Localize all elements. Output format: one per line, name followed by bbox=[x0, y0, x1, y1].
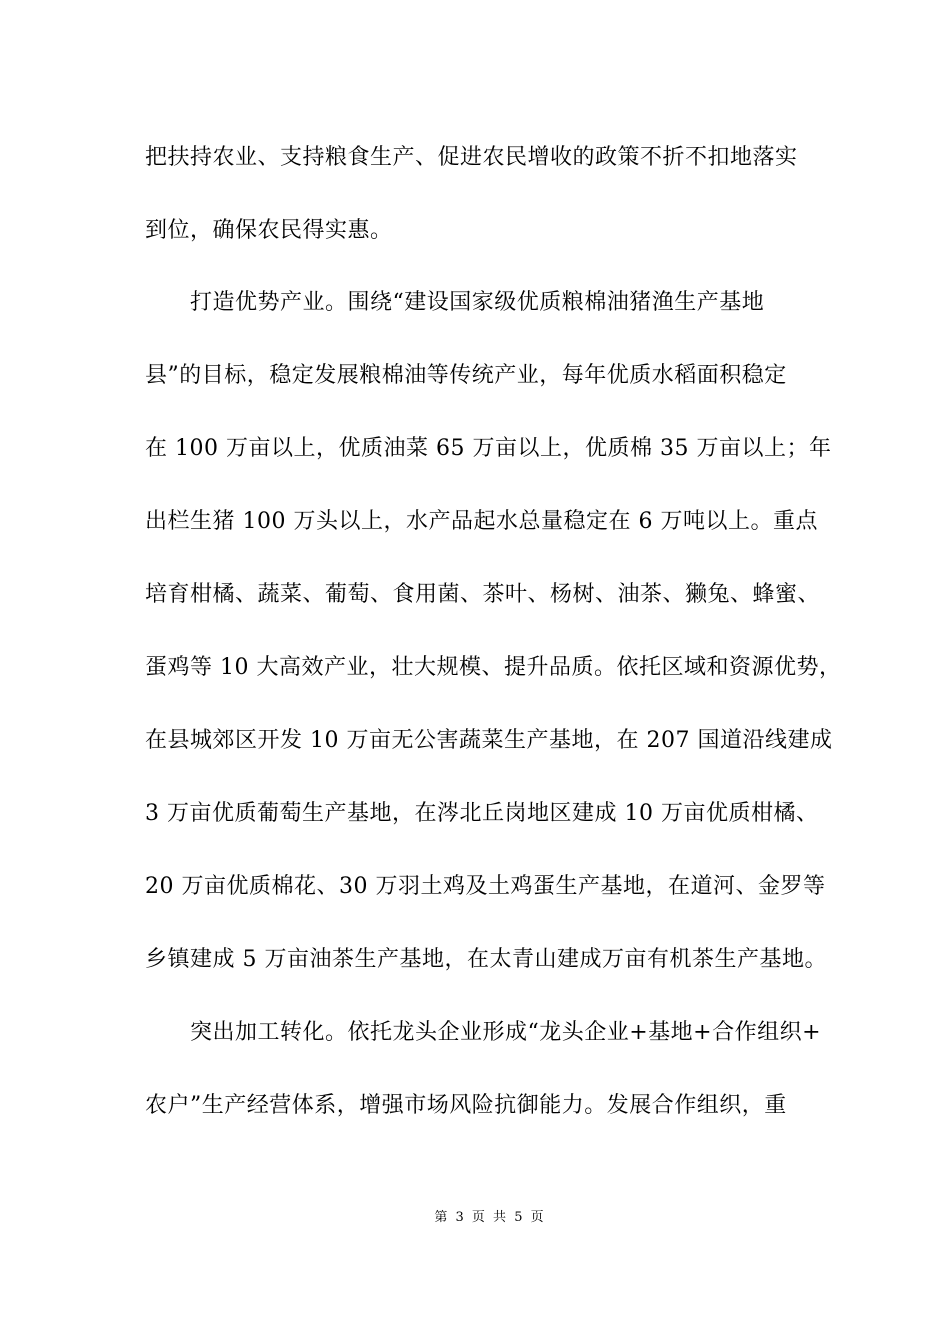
text-line-12: 乡镇建成 5 万亩油茶生产基地，在太青山建成万亩有机茶生产基地。 bbox=[145, 947, 827, 972]
text-line-13: 突出加工转化。依托龙头企业形成“龙头企业+基地+合作组织+ bbox=[190, 1020, 822, 1045]
text-line-1: 把扶持农业、支持粮食生产、促进农民增收的政策不折不扣地落实 bbox=[145, 145, 798, 170]
text-line-3: 打造优势产业。围绕“建设国家级优质粮棉油猪渔生产基地 bbox=[190, 290, 765, 315]
text-line-6: 出栏生猪 100 万头以上，水产品起水总量稳定在 6 万吨以上。重点 bbox=[145, 509, 818, 534]
text-line-11: 20 万亩优质棉花、30 万羽土鸡及土鸡蛋生产基地，在道河、金罗等 bbox=[145, 874, 826, 899]
text-line-4: 县”的目标，稳定发展粮棉油等传统产业，每年优质水稻面积稳定 bbox=[145, 363, 787, 388]
page-number-footer: 第 3 页 共 5 页 bbox=[434, 1210, 546, 1225]
text-line-2: 到位，确保农民得实惠。 bbox=[145, 218, 393, 243]
text-line-9: 在县城郊区开发 10 万亩无公害蔬菜生产基地，在 207 国道沿线建成 bbox=[145, 728, 833, 753]
text-line-7: 培育柑橘、蔬菜、葡萄、食用菌、茶叶、杨树、油茶、獭兔、蜂蜜、 bbox=[145, 582, 821, 607]
text-line-10: 3 万亩优质葡萄生产基地，在涔北丘岗地区建成 10 万亩优质柑橘、 bbox=[145, 801, 819, 826]
text-line-8: 蛋鸡等 10 大高效产业，壮大规模、提升品质。依托区域和资源优势， bbox=[145, 655, 842, 680]
text-line-5: 在 100 万亩以上，优质油菜 65 万亩以上，优质棉 35 万亩以上；年 bbox=[145, 436, 832, 461]
text-line-14: 农户”生产经营体系，增强市场风险抗御能力。发展合作组织，重 bbox=[145, 1093, 787, 1118]
